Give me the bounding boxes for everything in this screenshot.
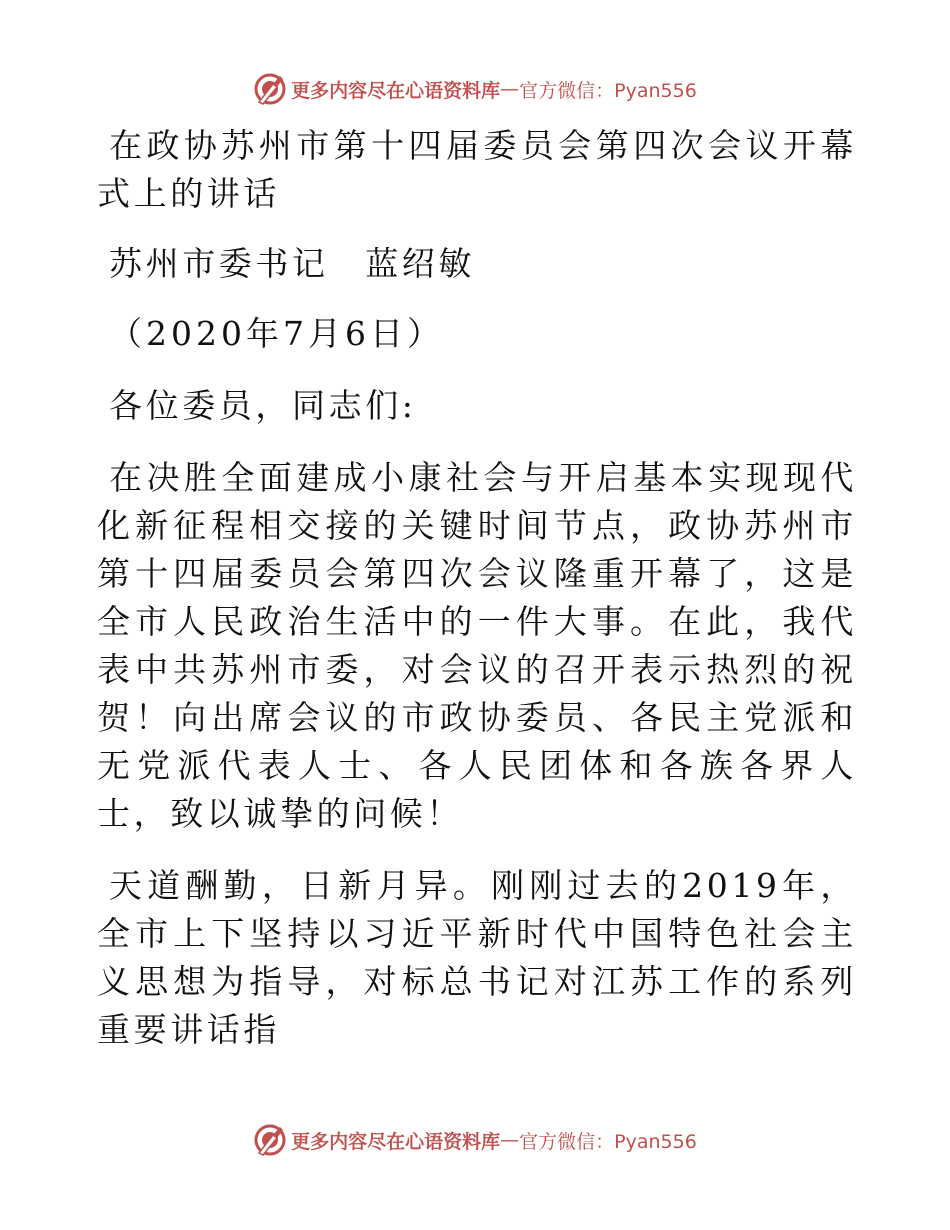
document-body bbox=[97, 122, 857, 1078]
pen-logo-icon bbox=[253, 1123, 287, 1157]
watermark-contact: 官方微信：Pyan556 bbox=[519, 1130, 697, 1153]
speech-date: （2020年7月6日） bbox=[109, 314, 444, 353]
speech-paragraph: 在决胜全面建成小康社会与开启基本实现现代化新征程相交接的关键时间节点，政协苏州市第十四届委员会第四次会议隆重开幕了，这是全市人民政治生活中的一件大事。在此，我代表中共苏州市委，对会议的召开表示热烈的祝贺！向出席会议的市政协委员、各民主党派和无党派代表人士、各人民团体和各族各界人士，致以诚挚的问候！ bbox=[97, 458, 857, 833]
watermark-separator: — bbox=[500, 78, 520, 100]
pen-logo-icon bbox=[253, 72, 287, 106]
watermark-text: 更多内容尽在心语资料库 bbox=[291, 1130, 501, 1153]
watermark-text: 更多内容尽在心语资料库 bbox=[291, 79, 501, 102]
header-watermark bbox=[0, 69, 950, 109]
speech-greeting: 各位委员，同志们: bbox=[109, 386, 417, 425]
speech-author: 苏州市委书记 蓝绍敏 bbox=[109, 244, 475, 283]
watermark-separator: — bbox=[500, 1129, 520, 1151]
speech-title: 在政协苏州市第十四届委员会第四次会议开幕式上的讲话 bbox=[97, 126, 857, 213]
speech-paragraph: 天道酬勤，日新月异。刚刚过去的2019年，全市上下坚持以习近平新时代中国特色社会主义思想为指导，对标总书记对江苏工作的系列重要讲话指 bbox=[97, 866, 857, 1049]
watermark-contact: 官方微信：Pyan556 bbox=[519, 79, 697, 102]
footer-watermark bbox=[0, 1120, 950, 1160]
